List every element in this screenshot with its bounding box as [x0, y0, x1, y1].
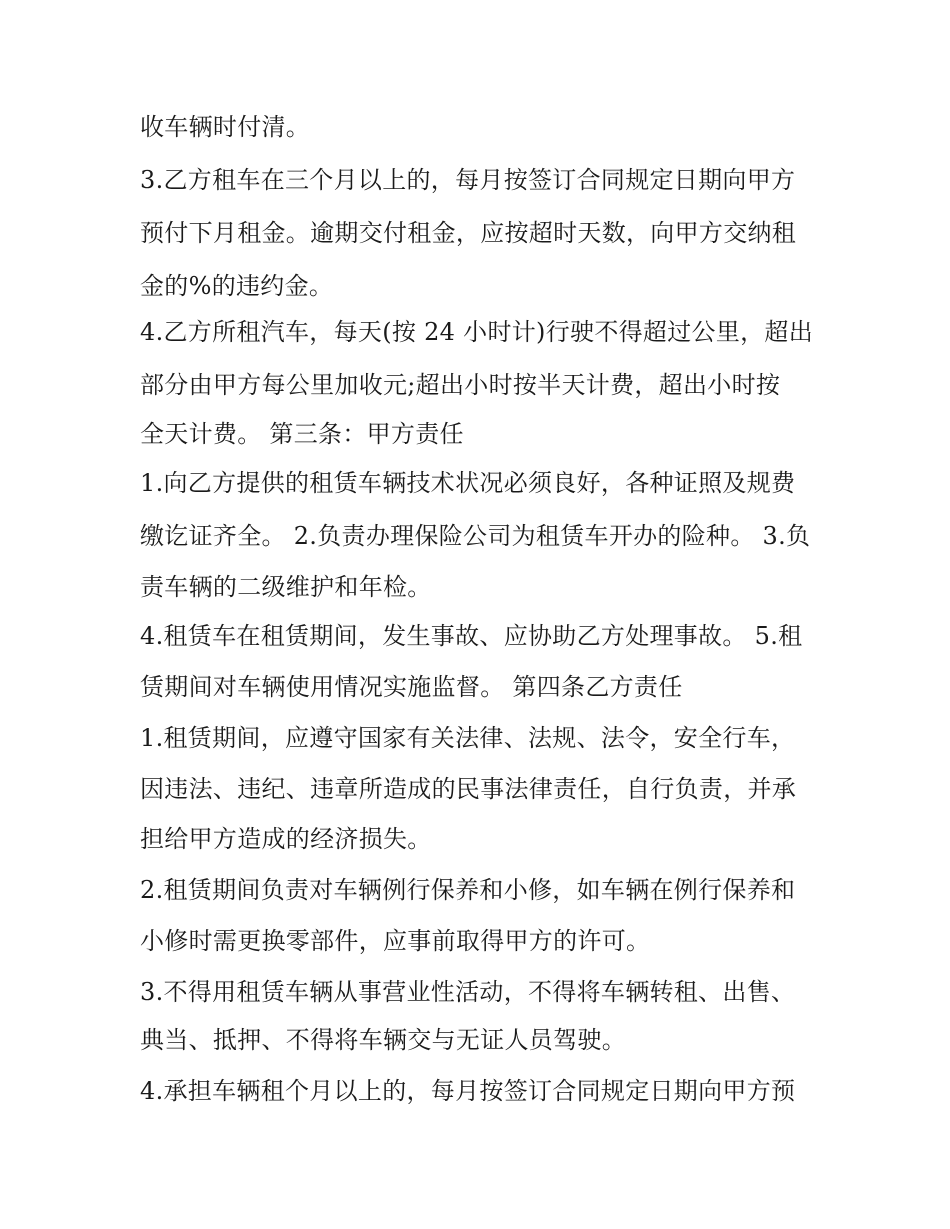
text-line: 典当、抵押、不得将车辆交与无证人员驾驶。	[140, 1026, 626, 1054]
text-line: 3.不得用租赁车辆从事营业性活动，不得将车辆转租、出售、	[140, 978, 796, 1006]
text-line: 全天计费。 第三条：甲方责任	[140, 420, 464, 448]
text-line: 担给甲方造成的经济损失。	[140, 825, 432, 853]
text-line: 责车辆的二级维护和年检。	[140, 573, 432, 601]
text-line: 因违法、违纪、违章所造成的民事法律责任，自行负责，并承	[140, 775, 797, 803]
text-line: 缴讫证齐全。 2.负责办理保险公司为租赁车开办的险种。 3.负	[140, 522, 811, 550]
text-line: 4.乙方所租汽车，每天(按 24 小时计)行驶不得超过公里，超出	[140, 318, 814, 346]
text-line: 部分由甲方每公里加收元;超出小时按半天计费，超出小时按	[140, 371, 781, 399]
text-line: 小修时需更换零部件，应事前取得甲方的许可。	[140, 927, 651, 955]
text-line: 1.向乙方提供的租赁车辆技术状况必须良好，各种证照及规费	[140, 469, 796, 497]
text-line: 2.租赁期间负责对车辆例行保养和小修，如车辆在例行保养和	[140, 876, 796, 904]
text-line: 预付下月租金。逾期交付租金，应按超时天数，向甲方交纳租	[140, 219, 797, 247]
text-line: 4.租赁车在租赁期间，发生事故、应协助乙方处理事故。 5.租	[140, 622, 803, 650]
text-line: 赁期间对车辆使用情况实施监督。 第四条乙方责任	[140, 673, 683, 701]
text-line: 1.租赁期间，应遵守国家有关法律、法规、法令，安全行车，	[140, 724, 796, 752]
text-line: 4.承担车辆租个月以上的，每月按签订合同规定日期向甲方预	[140, 1077, 796, 1105]
text-line: 3.乙方租车在三个月以上的，每月按签订合同规定日期向甲方	[140, 166, 796, 194]
text-line: 收车辆时付清。	[140, 113, 311, 141]
text-line: 金的%的违约金。	[140, 272, 334, 300]
